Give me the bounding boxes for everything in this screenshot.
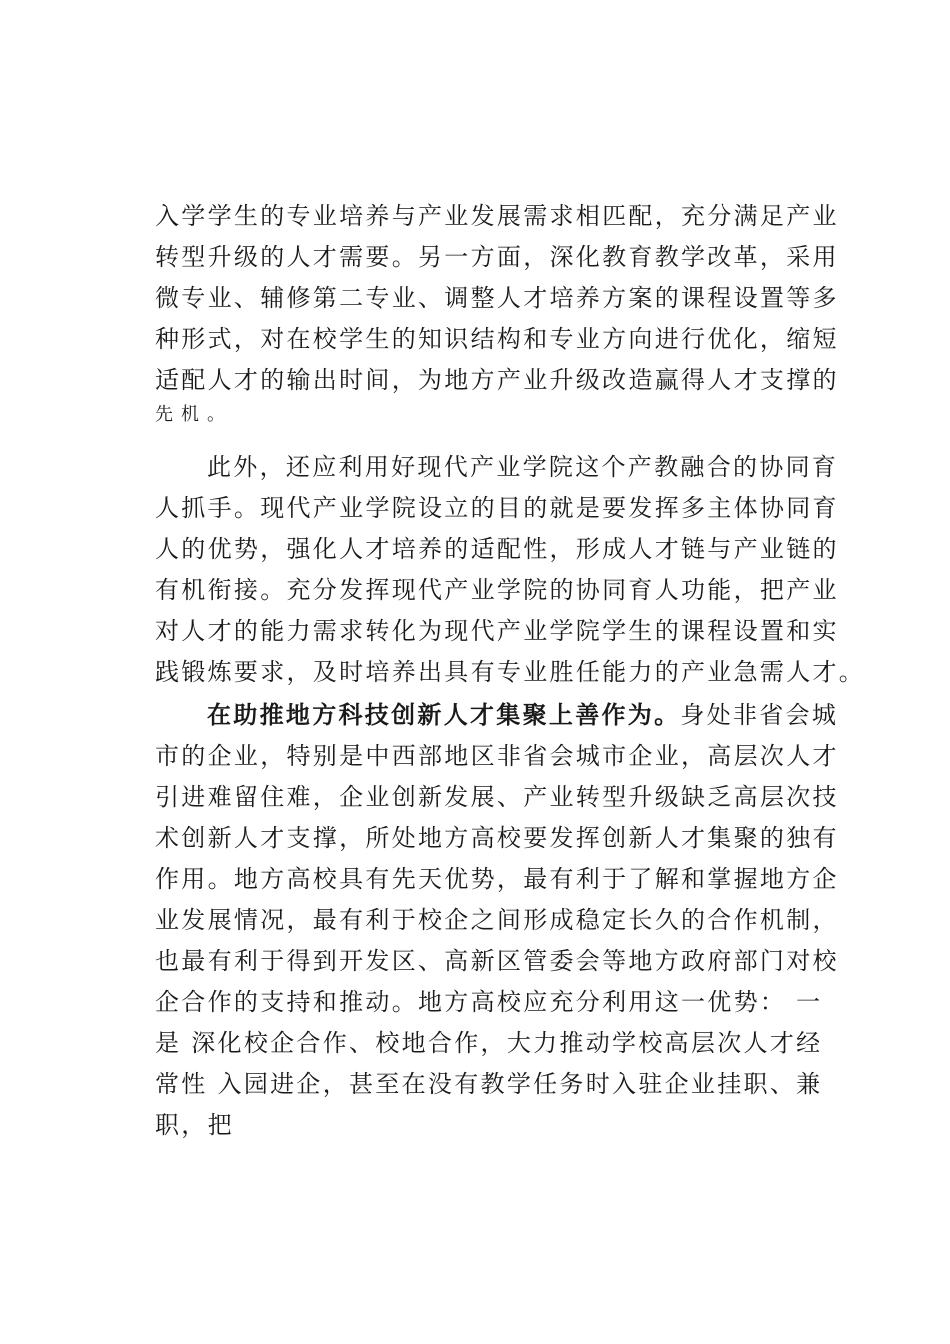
p1-line-3: 微专业、辅修第二专业、调整人才培养方案的课程设置等多 [155,284,839,312]
p2-line-5: 对人才的能力需求转化为现代产业学院学生的课程设置和实 [155,617,839,645]
p3-line-11: 职，把 [155,1111,234,1139]
p1-line-4: 种形式，对在校学生的知识结构和专业方向进行优化，缩短 [155,325,839,353]
p3-line-10: 常性 入园进企，甚至在没有教学任务时入驻企业挂职、兼 [155,1070,823,1098]
p2-line-2: 人抓手。现代产业学院设立的目的就是要发挥多主体协同育 [155,494,839,522]
p1-line-5: 适配人才的输出时间，为地方产业升级改造赢得人才支撑的 [155,366,839,394]
p3-line-9: 是 深化校企合作、校地合作，大力推动学校高层次人才经 [155,1029,823,1057]
p3-line-6: 业发展情况，最有利于校企之间形成稳定长久的合作机制， [155,906,839,934]
p3-line-3: 引进难留住难，企业创新发展、产业转型升级缺乏高层次技 [155,783,839,811]
p2-line-1: 此外，还应利用好现代产业学院这个产教融合的协同育 [207,453,839,481]
p3-line-5: 作用。地方高校具有先天优势，最有利于了解和掌握地方企 [155,865,839,893]
p3-line-2: 市的企业，特别是中西部地区非省会城市企业，高层次人才 [155,742,839,770]
p1-line-6: 先机。 [155,404,233,425]
p1-line-1: 入学学生的专业培养与产业发展需求相匹配，充分满足产业 [155,202,839,230]
p3-line-1 [207,698,838,732]
p2-line-6: 践锻炼要求，及时培养出具有专业胜任能力的产业急需人才。 [155,658,866,686]
p3-line-7: 也最有利于得到开发区、高新区管委会等地方政府部门对校 [155,947,839,975]
p2-line-4: 有机衔接。充分发挥现代产业学院的协同育人功能，把产业 [155,576,839,604]
p3-line-8: 企合作的支持和推动。地方高校应充分利用这一优势： 一 [155,988,823,1016]
p3-line-4: 术创新人才支撑，所处地方高校要发挥创新人才集聚的独有 [155,824,839,852]
p1-line-2: 转型升级的人才需要。另一方面，深化教育教学改革，采用 [155,243,839,271]
p2-line-3: 人的优势，强化人才培养的适配性，形成人才链与产业链的 [155,535,839,563]
p3-line-1-rest: 身处非省会城 [680,701,839,729]
section-heading: 在助推地方科技创新人才集聚上善作为。 [207,700,681,729]
